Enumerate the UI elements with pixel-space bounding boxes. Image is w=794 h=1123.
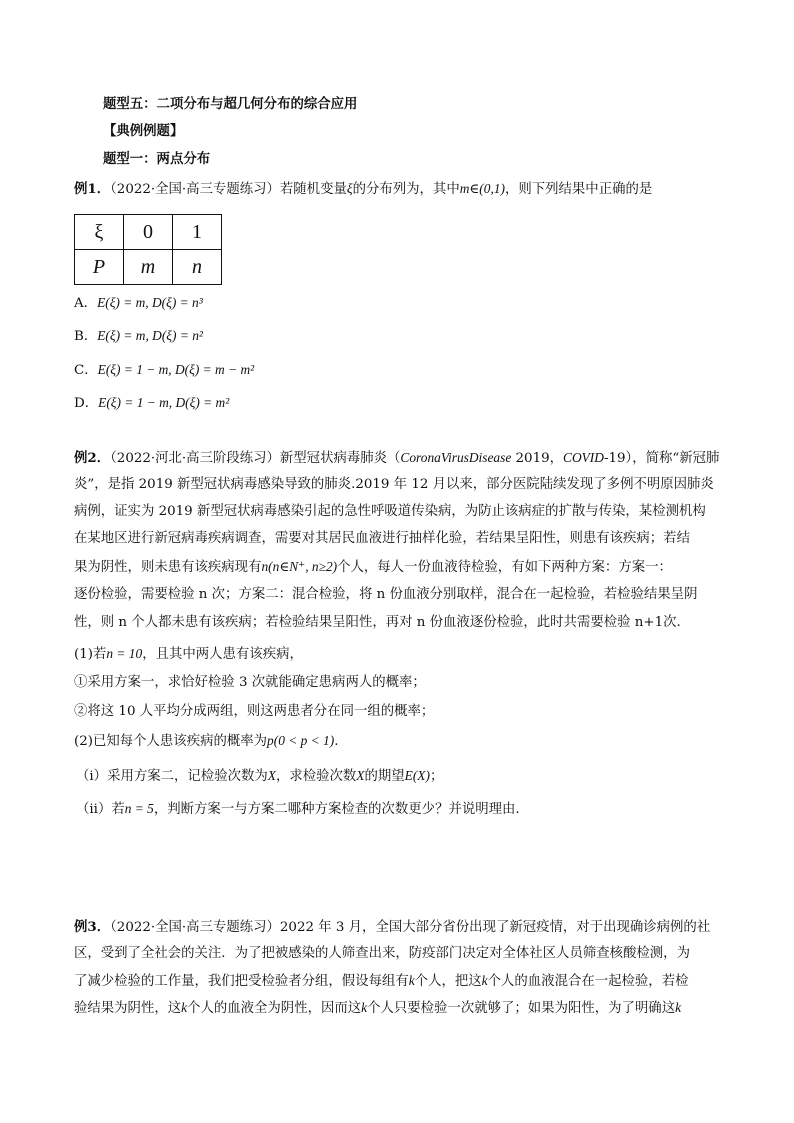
ex2-question-1-ii: ②将这 10 人平均分成两组，则这两患者分在同一组的概率； [74,704,435,719]
ex1-source: （2022·全国·高三专题练习） [110,182,280,197]
ex3-l3-b: 个人，把这 [414,974,482,989]
ex2-l1-b: CoronaVirusDisease [400,450,512,465]
ex3-k: k [181,1000,188,1015]
ex2-label: 例2． [74,450,111,466]
ex2-line-3: 病例，证实为 2019 新型冠状病毒感染引起的急性呼吸道传染病，为防止该病症的扩散与传染，某检测机构 [74,504,706,519]
option-label: A． [74,296,98,311]
q1-a: (1)若 [74,647,107,662]
q2-math: p(0 < p < 1) [267,733,335,748]
ex2-l1-c: 2019， [511,451,564,466]
q2i-a: （i）采用方案二，记检验次数为 [76,769,268,784]
option-expr: E(ξ) = 1 − m, D(ξ) = m − m² [97,362,255,377]
ex2-line-5 [74,557,672,578]
ex3-line-1 [74,917,710,938]
ex2-question-2 [74,731,338,752]
table-row [75,215,222,250]
q2i-c: 的期望 [364,769,405,784]
ex2-l1-a: （2022·河北·高三阶段练习）新型冠状病毒肺炎（ [110,451,401,466]
ex2-line-1 [74,448,719,469]
ex1-option-d [74,393,229,414]
ex1-var: ξ [346,181,353,196]
ex3-line-2: 区，受到了全社会的关注．为了把被感染的人筛查出来，防疫部门决定对全体社区人员筛查核酸检测，为 [74,946,690,961]
table-cell: P [75,250,124,285]
table-cell: 0 [124,215,173,250]
ex3-k: k [361,1000,368,1015]
q2i-x2: X [356,768,365,783]
ex2-question-2-i [76,766,443,787]
q1-b: ，且其中两人患有该疾病， [142,647,303,662]
q2-a: (2)已知每个人患该疾病的概率为 [74,734,268,749]
ex3-l3-c: 个人的血液混合在一起检验，若检 [487,974,689,989]
ex3-l4-b: 个人的血液全为阴性，因而这 [187,1001,362,1016]
table-cell: m [124,250,173,285]
option-expr: E(ξ) = m, D(ξ) = n² [97,328,203,343]
ex3-k: k [408,973,415,988]
heading-typical-examples: 【典例例题】 [103,123,184,139]
ex2-line-6: 逐份检验，需要检验 n 次；方案二：混合检验，将 n 份血液分别取样，混合在一起检验，若检验结果呈阴 [74,587,698,602]
q2i-b: ，求检验次数 [275,769,357,784]
ex2-l5-a: 果为阴性，则未患有该疾病现有 [74,560,262,575]
option-label: D． [74,396,99,411]
ex2-line-7: 性，则 n 个人都未患有该疾病；若检验结果呈阳性，再对 n 份血液逐份检验，此时共需要检验 n+1次. [74,615,681,630]
ex3-k: k [675,1000,682,1015]
ex2-line-2: 炎”，是指 2019 新型冠状病毒感染导致的肺炎.2019 年 12 月以来，部分医院陆续发现了多例不明原因肺炎 [74,477,714,492]
q2ii-a: （ii）若 [76,802,125,817]
ex2-l5-b: 个人，每人一份血液待检验，有如下两种方案：方案一： [337,560,672,575]
ex1-stem [74,179,652,200]
q2ii-b: ，判断方案一与方案二哪种方案检查的次数更少？并说明理由. [153,802,520,817]
ex2-l1-e: -19），简称“新冠肺 [603,451,720,466]
option-label: B． [74,329,98,344]
q2ii-math: n = 5 [124,801,154,816]
table-cell: ξ [75,215,124,250]
ex3-l1: （2022·全国·高三专题练习）2022 年 3 月，全国大部分省份出现了新冠疫情，对于出现确诊病例的社 [110,920,711,935]
heading-type1: 题型一：两点分布 [103,151,211,167]
q2i-x: X [267,768,276,783]
table-cell: 1 [173,215,222,250]
ex3-l4-c: 个人只要检验一次就够了；如果为阳性，为了明确这 [367,1001,676,1016]
ex1-stem-b: 的分布列为，其中 [352,182,460,197]
option-expr: E(ξ) = m, D(ξ) = n³ [97,295,203,310]
ex1-stem-c: ，则下列结果中正确的是 [504,182,653,197]
table-cell: n [173,250,222,285]
table-row [75,250,222,285]
q1-math: n = 10 [106,646,143,661]
ex2-question-2-ii [76,799,520,820]
ex2-line-4: 在某地区进行新冠病毒疾病调查，需要对其居民血液进行抽样化验，若结果呈阳性，则患有该疾病；若结 [74,531,690,546]
ex1-option-c [74,360,254,381]
ex3-line-3 [74,971,688,992]
ex2-l1-d: COVID [563,450,604,465]
ex1-option-a [74,293,203,314]
ex2-l5-math: n(n∈N⁺, n≥2) [261,559,338,574]
heading-type5: 题型五：二项分布与超几何分布的综合应用 [103,96,358,112]
ex1-condition: m∈(0,1) [459,181,505,196]
q2i-expectation: E(X) [404,768,430,783]
q2i-d: ； [429,769,444,784]
q2-b: . [334,734,339,749]
ex3-line-4 [74,998,681,1019]
option-label: C． [74,363,98,378]
ex3-l3-a: 了减少检验的工作量，我们把受检验者分组，假设每组有 [74,974,409,989]
ex2-question-1-i: ①采用方案一，求恰好检验 3 次就能确定患病两人的概率； [74,675,426,690]
ex1-stem-a: 若随机变量 [279,182,347,197]
ex1-option-b [74,326,203,347]
ex2-question-1 [74,644,303,665]
ex3-l4-a: 验结果为阴性，这 [74,1001,182,1016]
distribution-table [74,214,222,285]
ex3-label: 例3． [74,919,111,935]
ex3-k: k [481,973,488,988]
ex1-label: 例1． [74,181,111,197]
option-expr: E(ξ) = 1 − m, D(ξ) = m² [98,395,230,410]
